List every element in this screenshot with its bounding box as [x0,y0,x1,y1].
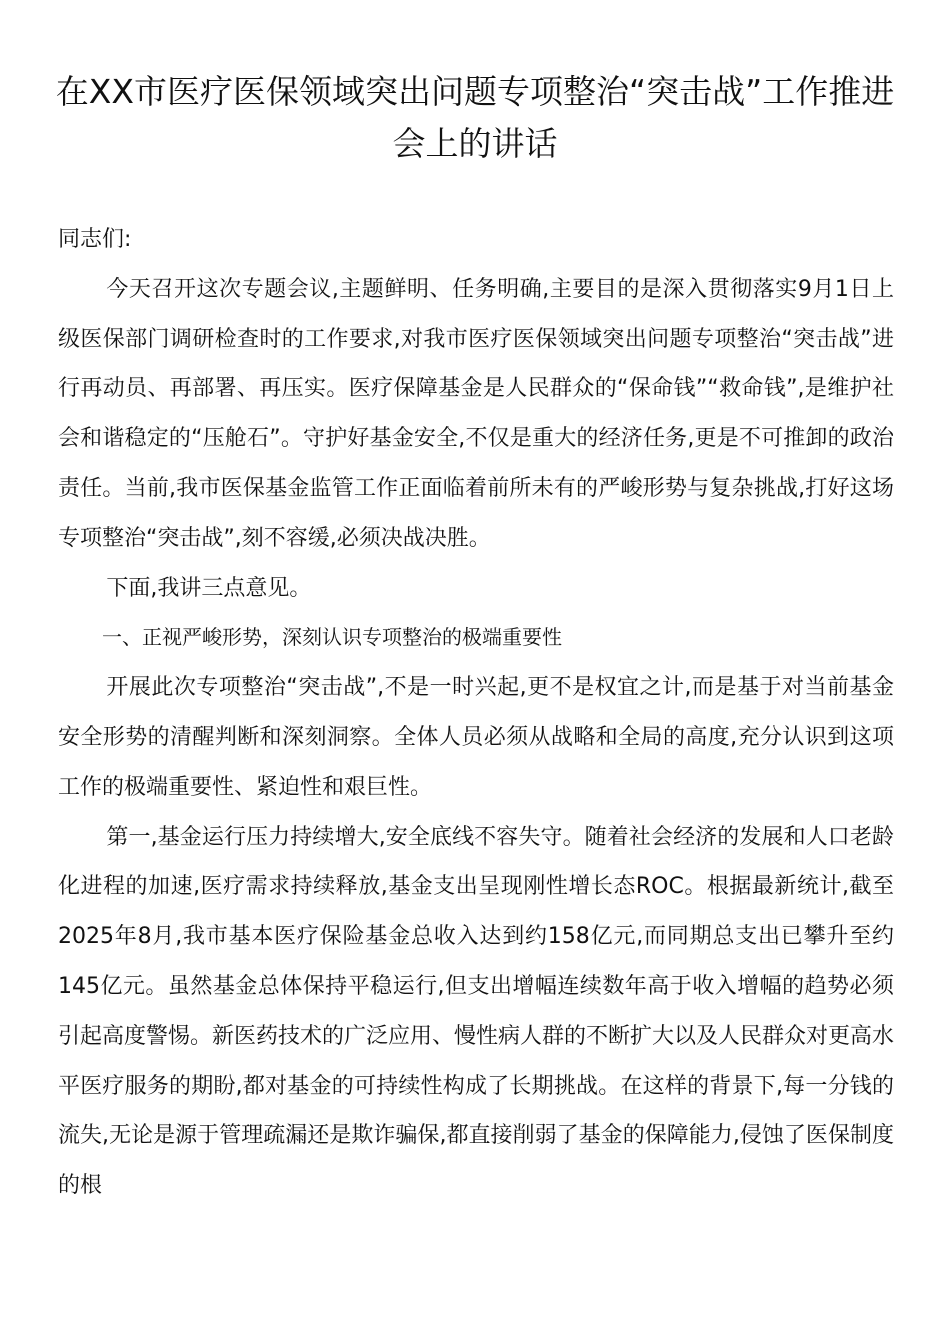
section-paragraph: 开展此次专项整治“突击战”,不是一时兴起,更不是权宜之计,而是基于对当前基金安全形势的清醒判断和深刻洞察。全体人员必须从战略和全局的高度,充分认识到这项工作的极端重要性、紧迫性和艰巨性。 [58,675,894,800]
section-heading-1: 一、正视严峻形势，深刻认识专项整治的极端重要性 [102,625,562,650]
paragraph-transition: 下面,我讲三点意见。 [106,575,312,601]
document-body [58,215,894,1211]
salutation: 同志们: [58,227,132,252]
section-paragraph: 第一,基金运行压力持续增大,安全底线不容失守。随着社会经济的发展和人口老龄化进程的加速,医疗需求持续释放,基金支出呈现刚性增长态ROC。根据最新统计,截至2025年8月,我市基本医疗保险基金总收入达到约158亿元,而同期总支出已攀升至约145亿元。虽然基金总体保持平稳运行,但支出增幅连续数年高于收入增幅的趋势必须引起高度警惕。新医药技术的广泛应用、慢性病人群的不断扩大以及人民群众对更高水平医疗服务的期盼,都对基金的可持续性构成了长期挑战。在这样的背景下,每一分钱的流失,无论是源于管理疏漏还是欺诈骗保,都直接削弱了基金的保障能力,侵蚀了医保制度的根 [58,824,895,1199]
document-title: 在XX市医疗医保领域突出问题专项整治“突击战”工作推进会上的讲话 [55,72,895,163]
paragraph-intro: 今天召开这次专题会议,主题鲜明、任务明确,主要目的是深入贯彻落实9月1日上级医保部门调研检查时的工作要求,对我市医疗医保领域突出问题专项整治“突击战”进行再动员、再部署、再压实。医疗保障基金是人民群众的“保命钱”“救命钱”,是维护社会和谐稳定的“压舱石”。守护好基金安全,不仅是重大的经济任务,更是不可推卸的政治责任。当前,我市医保基金监管工作正面临着前所未有的严峻形势与复杂挑战,打好这场专项整治“突击战”,刻不容缓,必须决战决胜。 [58,276,894,551]
